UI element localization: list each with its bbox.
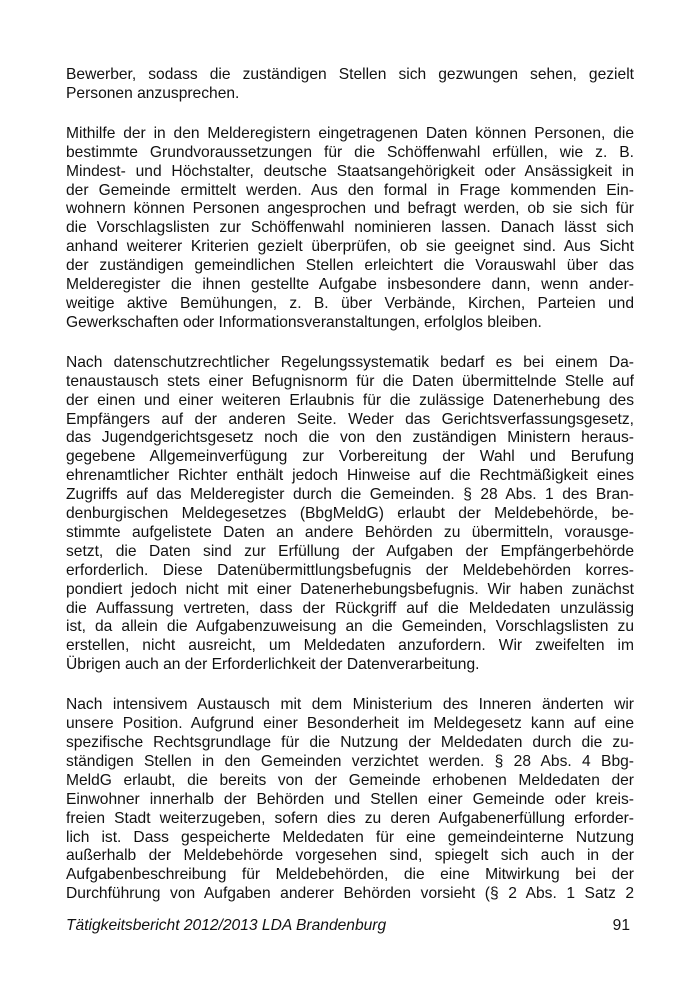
text-line: anhand weiterer Kriterien gezielt überprüfen, ob sie geeignet sind. Aus Sicht (66, 238, 634, 256)
body-text (66, 66, 634, 925)
text-line: der einen und einer weiteren Erlaubnis für die zulässige Datenerhebung des (66, 391, 634, 409)
text-line: bestimmte Grundvoraussetzungen für die Schöffenwahl erfüllen, wie z. B. (66, 143, 634, 161)
text-line: erforderlich. Diese Datenübermittlungsbefugnis der Meldebehörden korres- (66, 561, 634, 579)
text-line: Mindest- und Höchstalter, deutsche Staatsangehörigkeit oder Ansässigkeit in (66, 162, 634, 180)
text-line: erstellen, nicht ausreicht, um Meldedaten anzufordern. Wir zweifelten im (66, 637, 634, 655)
text-line: Personen anzusprechen. (66, 84, 240, 102)
footer-title: Tätigkeitsbericht 2012/2013 LDA Brandenburg (66, 917, 387, 934)
text-line: weitige aktive Bemühungen, z. B. über Verbände, Kirchen, Parteien und (66, 294, 634, 312)
text-line: tenaustausch stets einer Befugnisnorm für die Daten übermittelnde Stelle auf (66, 372, 634, 390)
text-line: Nach intensivem Austausch mit dem Ministerium des Inneren änderten wir (66, 696, 634, 714)
text-line: MeldG erlaubt, die bereits von der Gemeinde erhobenen Meldedaten der (66, 771, 634, 789)
text-line: Übrigen auch an der Erforderlichkeit der Datenverarbeitung. (66, 656, 480, 674)
text-line: ständigen Stellen in den Gemeinden verzichtet werden. § 28 Abs. 4 Bbg- (66, 752, 634, 770)
text-line: der Gemeinde ermittelt werden. Aus den formal in Frage kommenden Ein- (66, 181, 634, 199)
text-line: Bewerber, sodass die zuständigen Stellen sich gezwungen sehen, gezielt (66, 66, 634, 83)
text-line: der zuständigen gemeindlichen Stellen erleichtert die Vorauswahl über das (66, 257, 634, 275)
text-line: pondiert jedoch nicht mit einer Datenerhebungsbefugnis. Wir haben zunächst (66, 580, 634, 598)
text-line: das Jugendgerichtsgesetz noch die von den zuständigen Ministern heraus- (66, 429, 634, 447)
text-line: unsere Position. Aufgrund einer Besonderheit im Meldegesetz kann auf eine (66, 715, 634, 733)
text-line: Empfängers auf der anderen Seite. Weder das Gerichtsverfassungsgesetz, (66, 410, 634, 428)
page-number: 91 (612, 917, 630, 934)
text-line: außerhalb der Meldebehörde vorgesehen sind, spiegelt sich auch in der (66, 847, 634, 865)
text-line: Zugriffs auf das Melderegister durch die Gemeinden. § 28 Abs. 1 des Bran- (66, 486, 634, 504)
paragraph (66, 66, 634, 104)
text-line: Aufgabenbeschreibung für Meldebehörden, die eine Mitwirkung bei der (66, 866, 634, 884)
text-line: lich ist. Dass gespeicherte Meldedaten für eine gemeindeinterne Nutzung (66, 828, 634, 846)
text-line: freien Stadt weiterzugeben, sofern dies zu deren Aufgabenerfüllung erforder- (66, 809, 634, 827)
text-line: die Auffassung vertreten, dass der Rückgriff auf die Meldedaten unzulässig (66, 599, 634, 617)
paragraph (66, 354, 634, 675)
text-line: spezifische Rechtsgrundlage für die Nutzung der Meldedaten durch die zu- (66, 734, 634, 751)
text-line: stimmte aufgelistete Daten an andere Behörden zu übermitteln, vorausge- (66, 523, 634, 541)
text-line: ehrenamtlicher Richter enthält jedoch Hinweise auf die Rechtmäßigkeit eines (66, 467, 634, 485)
paragraph (66, 125, 634, 333)
text-line: Durchführung von Aufgaben anderer Behörden vorsieht (§ 2 Abs. 1 Satz 2 (66, 885, 634, 903)
text-line: Nach datenschutzrechtlicher Regelungssystematik bedarf es bei einem Da- (66, 353, 634, 371)
text-line: Einwohner innerhalb der Behörden und Stellen einer Gemeinde oder kreis- (66, 790, 634, 808)
text-line: setzt, die Daten sind zur Erfüllung der Aufgaben der Empfängerbehörde (66, 542, 634, 560)
paragraph (66, 696, 634, 904)
text-line: die Vorschlagslisten zur Schöffenwahl nominieren lassen. Danach lässt sich (66, 219, 634, 237)
text-line: wohnern können Personen angesprochen und befragt werden, ob sie sich für (66, 200, 634, 218)
text-line: denburgischen Meldegesetzes (BbgMeldG) erlaubt der Meldebehörde, be- (66, 505, 634, 523)
text-line: Mithilfe der in den Melderegistern eingetragenen Daten können Personen, die (66, 124, 634, 142)
text-line: Melderegister die ihnen gestellte Aufgabe insbesondere dann, wenn ander- (66, 276, 634, 294)
text-line: gegebene Allgemeinverfügung zur Vorbereitung der Wahl und Berufung (66, 448, 634, 466)
text-line: ist, da allein die Aufgabenzuweisung an die Gemeinden, Vorschlagslisten zu (66, 618, 634, 636)
text-line: Gewerkschaften oder Informationsveranstaltungen, erfolglos bleiben. (66, 313, 542, 331)
page-footer (66, 916, 634, 938)
